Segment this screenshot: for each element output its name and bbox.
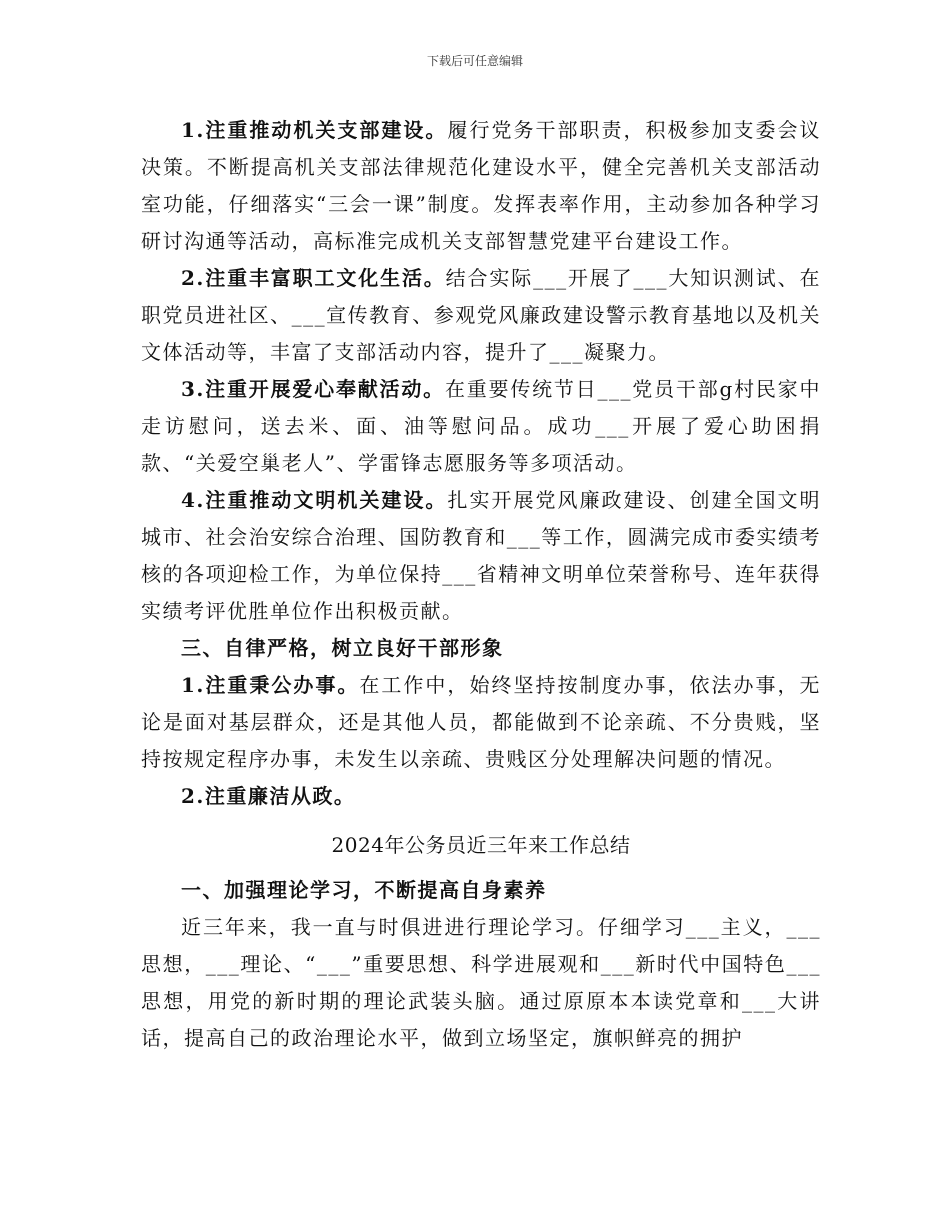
paragraph-charity <box>141 371 821 482</box>
paragraph-civilized-office <box>141 482 821 630</box>
paragraph-theory-study: 近三年来，我一直与时俱进进行理论学习。仔细学习___主义，___思想，___理论、“___”重要思想、科学进展观和___新时代中国特色___思想，用党的新时期的理论武装头脑。通过原原本本读党章和___大讲话，提高自己的政治理论水平，做到立场坚定，旗帜鲜亮的拥护 <box>141 915 821 1050</box>
section-heading-3: 三、自律严格，树立良好干部形象 <box>181 636 504 660</box>
paragraph-text: 结合实际___开展了___大知识测试、在职党员进社区、___宣传教育、参观党风廉政建设警示教育基地以及机关文体活动等，丰富了支部活动内容，提升了___凝聚力。 <box>141 266 821 364</box>
page-header: 下载后可任意编辑 <box>426 54 523 68</box>
paragraph-text: 扎实开展党风廉政建设、创建全国文明城市、社会治安综合治理、国防教育和___等工作，圆满完成市委实绩考核的各项迎检工作，为单位保持___省精神文明单位荣誉称号、连年获得实绩考评优胜单位作出积极贡献。 <box>141 488 821 623</box>
paragraph-lead: 4.注重推动文明机关建设。 <box>181 488 448 512</box>
paragraph-culture-life <box>141 260 821 371</box>
paragraph-text: 在重要传统节日___党员干部g村民家中走访慰问，送去米、面、油等慰问品。成功___开展了爱心助困捐款、“关爱空巢老人”、学雷锋志愿服务等多项活动。 <box>141 377 821 475</box>
paragraph-impartial <box>141 667 821 778</box>
paragraph-text: 在工作中，始终坚持按制度办事，依法办事，无论是面对基层群众，还是其他人员，都能做到不论亲疏、不分贵贱，坚持按规定程序办事，未发生以亲疏、贵贱区分处理解决问题的情况。 <box>141 673 821 771</box>
paragraph-lead: 3.注重开展爱心奉献活动。 <box>181 377 445 401</box>
paragraph-integrity: 2.注重廉洁从政。 <box>181 784 356 808</box>
paragraph-lead: 2.注重丰富职工文化生活。 <box>181 266 446 290</box>
paragraph-lead: 1.注重推动机关支部建设。 <box>181 118 448 142</box>
paragraph-text: 履行党务干部职责，积极参加支委会议决策。不断提高机关支部法律规范化建设水平，健全完善机关支部活动室功能，仔细落实“三会一课”制度。发挥表率作用，主动参加各种学习研讨沟通等活动，高标准完成机关支部智慧党建平台建设工作。 <box>141 118 821 253</box>
document-body <box>141 112 821 1057</box>
paragraph-lead: 1.注重秉公办事。 <box>181 673 360 697</box>
document-title: 2024年公务员近三年来工作总结 <box>331 833 631 857</box>
paragraph-branch-building <box>141 112 821 260</box>
section-heading-1: 一、加强理论学习，不断提高自身素养 <box>181 878 547 902</box>
